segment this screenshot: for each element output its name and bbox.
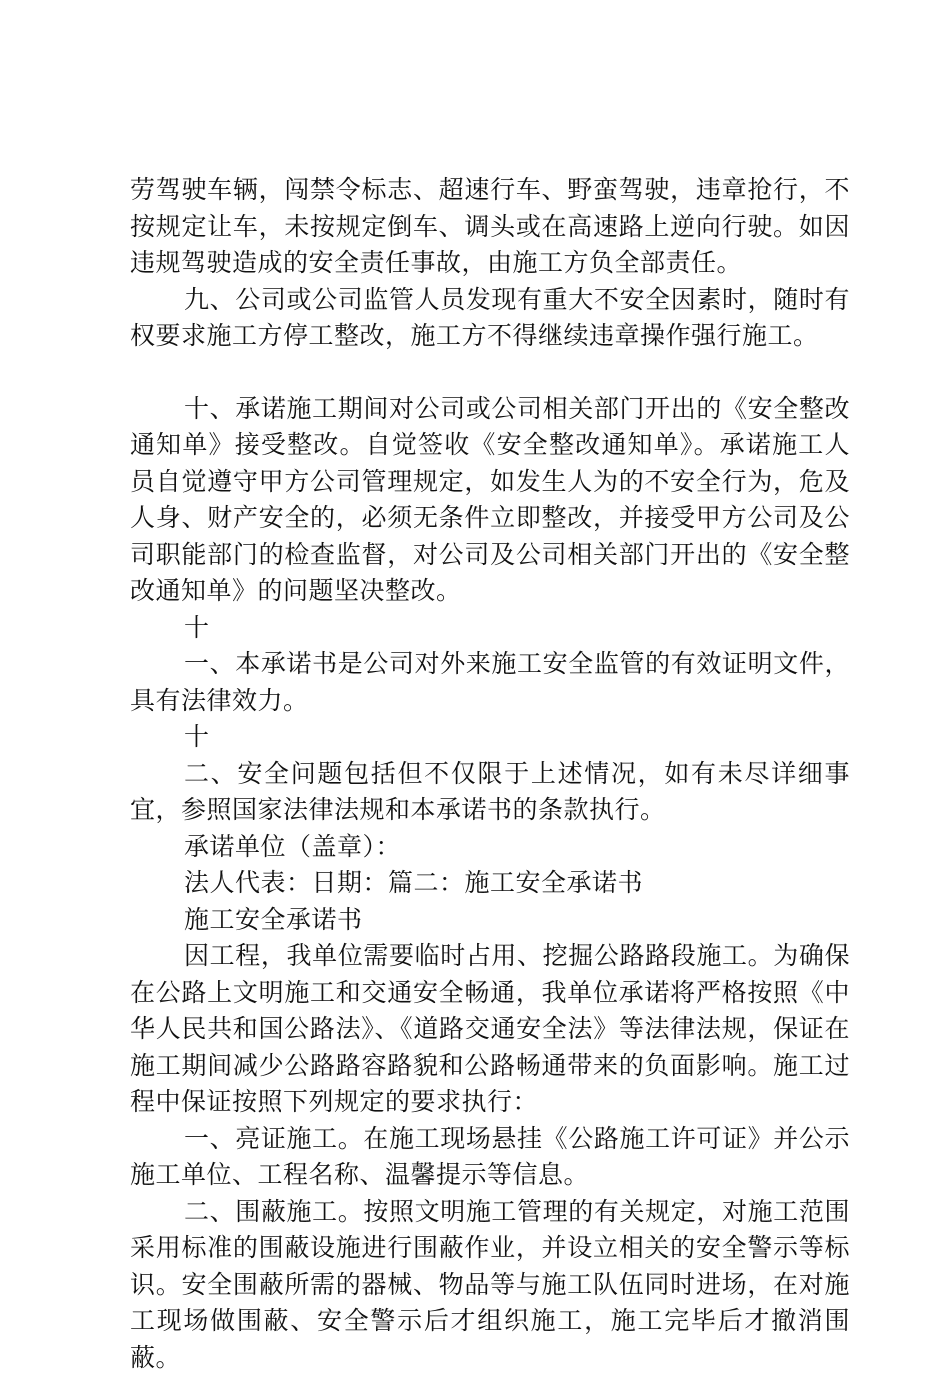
paragraph-intro: 因工程，我单位需要临时占用、挖掘公路路段施工。为确保在公路上文明施工和交通安全畅通，我单位承诺将严格按照《中华人民共和国公路法》、《道路交通安全法》等法律法规，保证在施工期间减少公路路容路貌和公路畅通带来的负面影响。施工过程中保证按照下列规定的要求执行：: [130, 938, 850, 1121]
paragraph-item-12: 二、安全问题包括但不仅限于上述情况，如有未尽详细事宜，参照国家法律法规和本承诺书的条款执行。: [130, 756, 850, 829]
paragraph-item-9: 九、公司或公司监管人员发现有重大不安全因素时，随时有权要求施工方停工整改，施工方不得继续违章操作强行施工。: [130, 282, 850, 355]
document-body: [130, 172, 850, 1376]
paragraph-item-10: 十、承诺施工期间对公司或公司相关部门开出的《安全整改通知单》接受整改。自觉签收《安全整改通知单》。承诺施工人员自觉遵守甲方公司管理规定，如发生人为的不安全行为，危及人身、财产安全的，必须无条件立即整改，并接受甲方公司及公司职能部门的检查监督，对公司及公司相关部门开出的《安全整改通知单》的问题坚决整改。: [130, 391, 850, 610]
paragraph-item-11: 一、本承诺书是公司对外来施工安全监管的有效证明文件，具有法律效力。: [130, 646, 850, 719]
signature-unit-line: 承诺单位（盖章）：: [130, 829, 850, 866]
paragraph-traffic-violation: 劳驾驶车辆，闯禁令标志、超速行车、野蛮驾驶，违章抢行，不按规定让车，未按规定倒车、调头或在高速路上逆向行驶。如因违规驾驶造成的安全责任事故，由施工方负全部责任。: [130, 172, 850, 282]
legal-rep-date-line: 法人代表：日期：篇二：施工安全承诺书: [130, 865, 850, 902]
paragraph-rule-2: 二、围蔽施工。按照文明施工管理的有关规定，对施工范围采用标准的围蔽设施进行围蔽作业，并设立相关的安全警示等标识。安全围蔽所需的器械、物品等与施工队伍同时进场，在对施工现场做围蔽、安全警示后才组织施工，施工完毕后才撤消围蔽。: [130, 1194, 850, 1376]
paragraph-item-12-prefix: 十: [130, 719, 850, 756]
paragraph-item-11-prefix: 十: [130, 610, 850, 647]
paragraph-rule-1: 一、亮证施工。在施工现场悬挂《公路施工许可证》并公示施工单位、工程名称、温馨提示等信息。: [130, 1121, 850, 1194]
section-title: 施工安全承诺书: [130, 902, 850, 939]
